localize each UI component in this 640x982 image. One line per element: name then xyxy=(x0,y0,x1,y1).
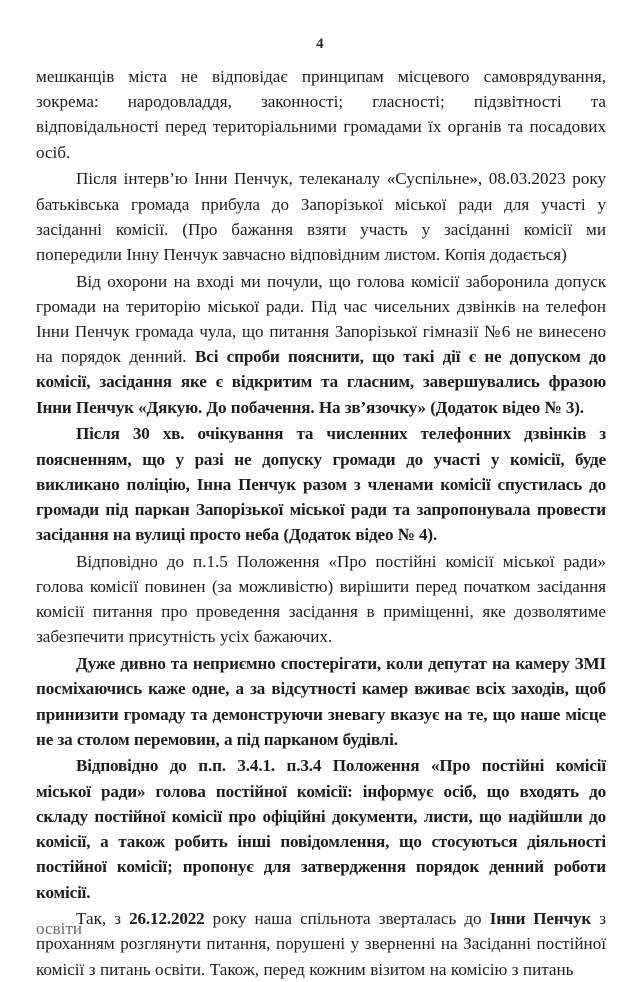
paragraph-1: мешканців міста не відповідає принципам місцевого самоврядування, зокрема: народовладдя, законності; гласності; підзвітності та відповідальності перед територіальними громадами їх органів та посадових осіб. xyxy=(36,67,606,162)
paragraph-3 xyxy=(36,269,606,420)
paragraph-8-name-bold: Інни Пенчук xyxy=(489,909,592,929)
paragraph-2: Після інтерв’ю Інни Пенчук, телеканалу «Суспільне», 08.03.2023 року батьківська громада прибула до Запорізької міської ради для участі у засіданні комісії. (Про бажання взяти участь у засіданні комісії ми попередили Інну Пенчук завчасно відповідним листом. Копія додається) xyxy=(36,169,606,264)
document-body xyxy=(36,64,606,982)
paragraph-3-regular-text: Від охорони на вході ми почули, що голова комісії заборонила допуск громади на територію міської ради. Під час чисельних дзвінків на телефон Інни Пенчук громада чула, що питання Запорізької гімназії №6 не винесено на порядок денний. xyxy=(36,271,606,367)
paragraph-4: Після 30 хв. очікування та численних телефонних дзвінків з поясненням, що у разі не допуску громади до участі у комісії, буде викликано поліцію, Інна Пенчук разом з членами комісії спустилась до громади під паркан Запорізької міської ради та запропонувала провести засідання на вулиці просто неба (Додаток відео № 4). xyxy=(36,424,606,545)
cut-off-next-line-text: освіти xyxy=(36,919,82,938)
paragraph-5: Відповідно до п.1.5 Положення «Про постійні комісії міської ради» голова комісії повинен (за можливістю) вирішити перед початком засідання комісії питання про проведення засідання в приміщенні, яке дозволятиме забезпечити присутність усіх бажаючих. xyxy=(36,551,606,647)
paragraph-8-segment-3: року наша спільнота зверталась до xyxy=(204,909,490,929)
paragraph-8-segment-1: Так, з xyxy=(76,909,130,929)
paragraph-6: Дуже дивно та неприємно спостерігати, коли депутат на камеру ЗМІ посміхаючись каже одне, а за відсутності камер вживає всіх заходів, щоб принизити громаду та демонструючи зневагу вказує на те, що наше місце не за столом перемовин, а під парканом будівлі. xyxy=(36,654,606,749)
paragraph-3-bold-text: Всі спроби пояснити, що такі дії є не допуском до комісії, засідання яке є відкритим та гласним, завершувались фразою Інни Пенчук «Дякую. До побачення. На зв’язочку» (Додаток відео № 3). xyxy=(36,347,606,417)
paragraph-8-date-bold: 26.12.2022 xyxy=(129,909,205,929)
paragraph-7: Відповідно до п.п. 3.4.1. п.3.4 Положення «Про постійні комісії міської ради» голова постійної комісії: інформує осіб, що входять до складу постійної комісії про офіційні документи, листи, що надійшли до комісії, а також робить інші повідомлення, що стосуються діяльності постійної комісії; пропонує для затвердження порядок денний роботи комісії. xyxy=(36,756,606,902)
page-number: 4 xyxy=(316,36,324,52)
paragraph-8-segment-5: з проханням розглянути питання, порушені у зверненні на Засіданні постійної комісії з питань освіти. Також, перед кожним візитом на комісію з питань xyxy=(36,909,606,979)
